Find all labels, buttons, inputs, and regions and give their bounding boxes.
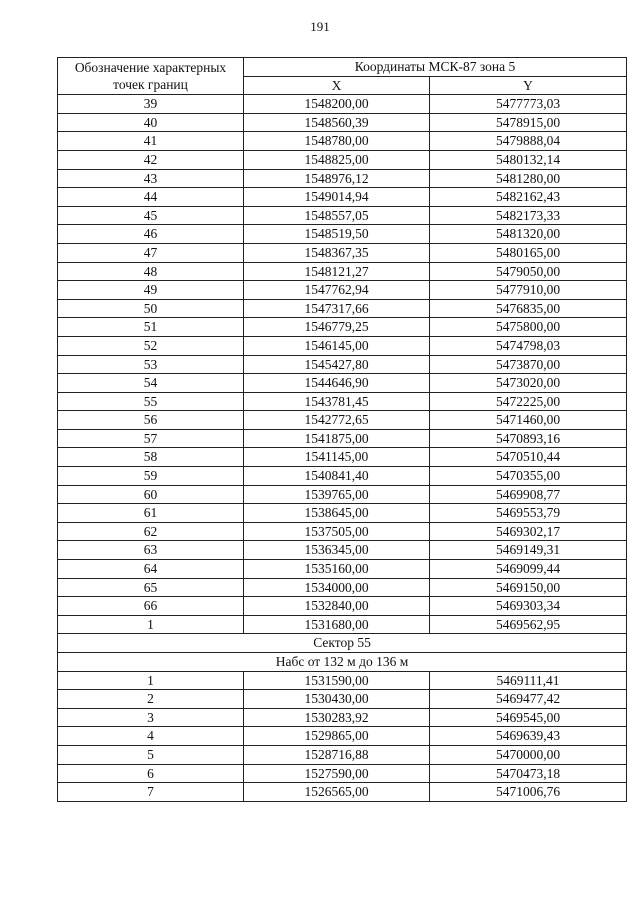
point-cell: 53 <box>58 355 244 374</box>
table-row <box>58 560 627 579</box>
x-coordinate-cell: 1531680,00 <box>244 615 430 634</box>
table-row <box>58 467 627 486</box>
y-coordinate-cell: 5475800,00 <box>430 318 627 337</box>
y-coordinate-cell: 5469099,44 <box>430 560 627 579</box>
table-row <box>58 485 627 504</box>
table-row <box>58 783 627 802</box>
table-row <box>58 374 627 393</box>
point-cell: 55 <box>58 392 244 411</box>
point-cell: 62 <box>58 522 244 541</box>
page-number: 191 <box>310 19 330 34</box>
point-cell: 39 <box>58 95 244 114</box>
x-coordinate-cell: 1531590,00 <box>244 671 430 690</box>
table-row <box>58 188 627 207</box>
point-cell: 40 <box>58 113 244 132</box>
point-cell: 58 <box>58 448 244 467</box>
point-cell: 49 <box>58 281 244 300</box>
table-row <box>58 671 627 690</box>
x-coordinate-cell: 1526565,00 <box>244 783 430 802</box>
x-column-header: X <box>244 76 430 95</box>
point-cell: 64 <box>58 560 244 579</box>
x-coordinate-cell: 1548557,05 <box>244 206 430 225</box>
x-coordinate-cell: 1536345,00 <box>244 541 430 560</box>
table-row <box>58 318 627 337</box>
y-coordinate-cell: 5469545,00 <box>430 708 627 727</box>
point-cell: 44 <box>58 188 244 207</box>
point-cell: 2 <box>58 690 244 709</box>
x-coordinate-cell: 1548367,35 <box>244 243 430 262</box>
table-row <box>58 708 627 727</box>
y-coordinate-cell: 5469908,77 <box>430 485 627 504</box>
point-cell: 48 <box>58 262 244 281</box>
y-coordinate-cell: 5471006,76 <box>430 783 627 802</box>
y-coordinate-cell: 5477910,00 <box>430 281 627 300</box>
y-coordinate-cell: 5469639,43 <box>430 727 627 746</box>
table-row <box>58 95 627 114</box>
table-row <box>58 281 627 300</box>
point-cell: 1 <box>58 671 244 690</box>
x-coordinate-cell: 1530430,00 <box>244 690 430 709</box>
point-cell: 66 <box>58 597 244 616</box>
point-cell: 46 <box>58 225 244 244</box>
y-coordinate-cell: 5471460,00 <box>430 411 627 430</box>
x-coordinate-cell: 1548200,00 <box>244 95 430 114</box>
section1-rows <box>58 95 627 634</box>
y-coordinate-cell: 5469562,95 <box>430 615 627 634</box>
y-coordinate-cell: 5469477,42 <box>430 690 627 709</box>
y-coordinate-cell: 5481320,00 <box>430 225 627 244</box>
y-coordinate-cell: 5476835,00 <box>430 299 627 318</box>
x-coordinate-cell: 1541145,00 <box>244 448 430 467</box>
y-coordinate-cell: 5477773,03 <box>430 95 627 114</box>
point-cell: 50 <box>58 299 244 318</box>
x-coordinate-cell: 1541875,00 <box>244 429 430 448</box>
table-row <box>58 504 627 523</box>
x-coordinate-cell: 1537505,00 <box>244 522 430 541</box>
point-cell: 45 <box>58 206 244 225</box>
y-coordinate-cell: 5473020,00 <box>430 374 627 393</box>
table-row <box>58 764 627 783</box>
point-cell: 6 <box>58 764 244 783</box>
x-coordinate-cell: 1534000,00 <box>244 578 430 597</box>
point-cell: 61 <box>58 504 244 523</box>
table-row <box>58 299 627 318</box>
point-cell: 52 <box>58 336 244 355</box>
point-cell: 59 <box>58 467 244 486</box>
y-coordinate-cell: 5469150,00 <box>430 578 627 597</box>
y-coordinate-cell: 5470893,16 <box>430 429 627 448</box>
x-coordinate-cell: 1548121,27 <box>244 262 430 281</box>
section2-rows <box>58 671 627 801</box>
y-coordinate-cell: 5469302,17 <box>430 522 627 541</box>
x-coordinate-cell: 1548560,39 <box>244 113 430 132</box>
y-coordinate-cell: 5479050,00 <box>430 262 627 281</box>
table-row <box>58 745 627 764</box>
table-row <box>58 727 627 746</box>
table-row <box>58 541 627 560</box>
table-row <box>58 355 627 374</box>
point-cell: 57 <box>58 429 244 448</box>
table-row <box>58 448 627 467</box>
table-row <box>58 113 627 132</box>
coordinates-table <box>57 57 627 802</box>
y-coordinate-cell: 5482173,33 <box>430 206 627 225</box>
y-coordinate-cell: 5480132,14 <box>430 150 627 169</box>
x-coordinate-cell: 1527590,00 <box>244 764 430 783</box>
table-row <box>58 132 627 151</box>
table-row <box>58 597 627 616</box>
y-coordinate-cell: 5472225,00 <box>430 392 627 411</box>
x-coordinate-cell: 1532840,00 <box>244 597 430 616</box>
table-row <box>58 411 627 430</box>
point-cell: 5 <box>58 745 244 764</box>
y-coordinate-cell: 5473870,00 <box>430 355 627 374</box>
point-cell: 41 <box>58 132 244 151</box>
point-cell: 60 <box>58 485 244 504</box>
y-coordinate-cell: 5481280,00 <box>430 169 627 188</box>
coordinates-system-header: Координаты МСК-87 зона 5 <box>244 58 627 77</box>
point-cell: 4 <box>58 727 244 746</box>
y-coordinate-cell: 5478915,00 <box>430 113 627 132</box>
x-coordinate-cell: 1547762,94 <box>244 281 430 300</box>
sector-title-row <box>58 634 627 653</box>
point-designation-header: Обозначение характерных точек границ <box>58 58 244 95</box>
x-coordinate-cell: 1548976,12 <box>244 169 430 188</box>
x-coordinate-cell: 1546145,00 <box>244 336 430 355</box>
x-coordinate-cell: 1542772,65 <box>244 411 430 430</box>
x-coordinate-cell: 1548825,00 <box>244 150 430 169</box>
point-cell: 7 <box>58 783 244 802</box>
y-coordinate-cell: 5474798,03 <box>430 336 627 355</box>
table-row <box>58 690 627 709</box>
point-cell: 56 <box>58 411 244 430</box>
x-coordinate-cell: 1547317,66 <box>244 299 430 318</box>
y-coordinate-cell: 5469553,79 <box>430 504 627 523</box>
x-coordinate-cell: 1539765,00 <box>244 485 430 504</box>
y-coordinate-cell: 5470000,00 <box>430 745 627 764</box>
x-coordinate-cell: 1528716,88 <box>244 745 430 764</box>
sector-header <box>58 634 627 671</box>
table-row <box>58 522 627 541</box>
point-cell: 54 <box>58 374 244 393</box>
y-coordinate-cell: 5479888,04 <box>430 132 627 151</box>
x-coordinate-cell: 1548780,00 <box>244 132 430 151</box>
x-coordinate-cell: 1545427,80 <box>244 355 430 374</box>
x-coordinate-cell: 1530283,92 <box>244 708 430 727</box>
point-cell: 43 <box>58 169 244 188</box>
x-coordinate-cell: 1543781,45 <box>244 392 430 411</box>
point-cell: 51 <box>58 318 244 337</box>
point-cell: 63 <box>58 541 244 560</box>
y-coordinate-cell: 5482162,43 <box>430 188 627 207</box>
sector-subtitle-row <box>58 653 627 672</box>
table-row <box>58 243 627 262</box>
point-cell: 42 <box>58 150 244 169</box>
x-coordinate-cell: 1540841,40 <box>244 467 430 486</box>
table-row <box>58 392 627 411</box>
point-cell: 65 <box>58 578 244 597</box>
x-coordinate-cell: 1546779,25 <box>244 318 430 337</box>
table-row <box>58 578 627 597</box>
table-row <box>58 225 627 244</box>
y-column-header: Y <box>430 76 627 95</box>
table-row <box>58 169 627 188</box>
y-coordinate-cell: 5470510,44 <box>430 448 627 467</box>
y-coordinate-cell: 5470355,00 <box>430 467 627 486</box>
y-coordinate-cell: 5469149,31 <box>430 541 627 560</box>
x-coordinate-cell: 1548519,50 <box>244 225 430 244</box>
x-coordinate-cell: 1538645,00 <box>244 504 430 523</box>
point-cell: 3 <box>58 708 244 727</box>
y-coordinate-cell: 5469111,41 <box>430 671 627 690</box>
x-coordinate-cell: 1544646,90 <box>244 374 430 393</box>
table-row <box>58 262 627 281</box>
point-cell: 47 <box>58 243 244 262</box>
table-row <box>58 615 627 634</box>
y-coordinate-cell: 5470473,18 <box>430 764 627 783</box>
table-row <box>58 206 627 225</box>
x-coordinate-cell: 1535160,00 <box>244 560 430 579</box>
x-coordinate-cell: 1549014,94 <box>244 188 430 207</box>
table-header-row <box>58 58 627 77</box>
sector-subtitle: Набс от 132 м до 136 м <box>58 653 627 672</box>
table-row <box>58 336 627 355</box>
x-coordinate-cell: 1529865,00 <box>244 727 430 746</box>
y-coordinate-cell: 5469303,34 <box>430 597 627 616</box>
y-coordinate-cell: 5480165,00 <box>430 243 627 262</box>
table-row <box>58 150 627 169</box>
point-cell: 1 <box>58 615 244 634</box>
table-row <box>58 429 627 448</box>
sector-title: Сектор 55 <box>58 634 627 653</box>
